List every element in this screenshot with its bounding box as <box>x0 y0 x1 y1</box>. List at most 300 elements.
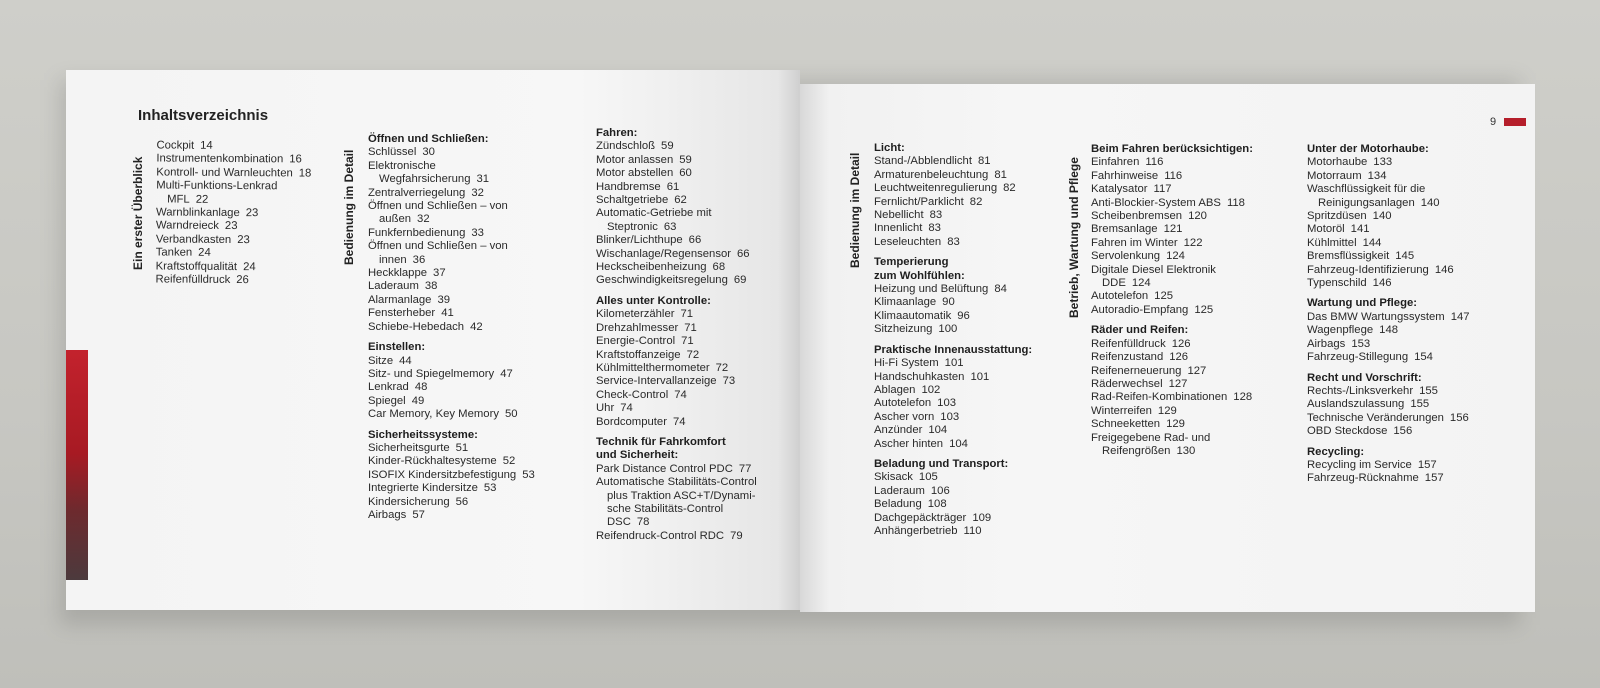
toc-entry <box>156 153 311 167</box>
toc-entry <box>1307 264 1470 277</box>
entry-title: Warndreieck <box>155 219 219 233</box>
toc-entry <box>596 194 757 207</box>
section-heading: Licht: <box>874 142 905 154</box>
entry-page-number: 83 <box>947 235 960 248</box>
toc-entry <box>368 173 535 186</box>
entry-title: Skisack <box>874 471 913 484</box>
entry-page-number: 127 <box>1168 377 1188 390</box>
toc-entry <box>874 222 1032 235</box>
page-marker-tab <box>1504 118 1526 126</box>
entry-page-number: 108 <box>927 498 947 511</box>
entry-title: Schaltgetriebe <box>596 194 669 207</box>
entry-title: Kontroll- und Warnleuchten <box>156 166 293 180</box>
entry-page-number: 30 <box>422 146 435 159</box>
entry-page-number: 154 <box>1414 351 1433 364</box>
toc-entry <box>874 323 1032 336</box>
toc-section <box>874 344 1032 451</box>
entry-title: Airbags <box>1307 337 1346 350</box>
toc-section <box>596 436 757 543</box>
toc-section <box>1307 372 1470 439</box>
entry-title: Einfahren <box>1091 156 1140 169</box>
toc-entry <box>874 525 1032 538</box>
entry-page-number: 49 <box>411 394 425 407</box>
toc-entry <box>156 206 311 220</box>
entry-page-number: 82 <box>969 195 983 208</box>
entry-page-number: 24 <box>243 260 256 273</box>
toc-entry <box>368 213 535 226</box>
toc-entry <box>1307 459 1470 472</box>
entry-page-number: 59 <box>679 153 692 166</box>
entry-page-number: 78 <box>636 516 650 529</box>
entry-page-number: 56 <box>455 495 469 508</box>
entry-page-number: 36 <box>412 253 426 266</box>
toc-section <box>368 341 535 421</box>
toc-entry <box>1091 277 1253 290</box>
entry-title: Motor anlassen <box>596 153 674 166</box>
entry-title: Das BMW Wartungssystem <box>1307 310 1445 323</box>
entry-title: Motorhaube <box>1307 156 1368 169</box>
toc-entry <box>1307 412 1470 425</box>
entry-title: DSC <box>607 516 631 529</box>
entry-page-number: 22 <box>195 193 209 206</box>
entry-title: Cockpit <box>156 139 195 152</box>
toc-entry <box>1307 425 1470 438</box>
toc-entry <box>874 424 1032 437</box>
entry-page-number: 51 <box>455 441 469 454</box>
toc-column <box>1091 143 1253 465</box>
entry-page-number: 24 <box>198 247 211 260</box>
entry-title: plus Traktion ASC+T/Dynami- <box>607 489 756 502</box>
entry-title: Sitz- und Spiegelmemory <box>368 367 495 380</box>
section-heading: Öffnen und Schließen: <box>368 133 489 145</box>
entry-title: Motoröl <box>1307 223 1345 236</box>
entry-title: Blinker/Lichthupe <box>596 234 683 247</box>
entry-page-number: 133 <box>1373 156 1393 169</box>
entry-page-number: 103 <box>937 397 957 410</box>
entry-title: Anti-Blockier-System ABS <box>1091 196 1221 209</box>
entry-page-number: 81 <box>977 155 991 168</box>
toc-entry <box>156 274 311 288</box>
entry-page-number: 57 <box>412 508 425 521</box>
toc-column <box>155 139 311 295</box>
entry-page-number: 126 <box>1169 351 1189 364</box>
entry-title: Service-Intervallanzeige <box>596 375 717 388</box>
toc-entry <box>874 310 1032 323</box>
entry-title: Ablagen <box>874 383 916 396</box>
toc-entry <box>596 221 757 234</box>
toc-entry <box>874 485 1032 498</box>
entry-page-number: 140 <box>1372 210 1392 223</box>
entry-title: Schneeketten <box>1091 418 1161 431</box>
toc-entry <box>1091 237 1253 250</box>
entry-page-number: 77 <box>738 462 752 475</box>
chapter-label-overview: Ein erster Überblick <box>131 156 145 270</box>
entry-title: Kühlmittel <box>1307 236 1357 249</box>
entry-page-number: 157 <box>1424 472 1444 485</box>
entry-title: Wegfahrsicherung <box>379 173 471 186</box>
entry-title: Handschuhkasten <box>874 370 965 383</box>
toc-entry <box>1091 197 1253 210</box>
toc-entry <box>156 233 311 247</box>
entry-title: Beladung <box>874 498 922 511</box>
entry-page-number: 63 <box>663 220 677 233</box>
toc-entry <box>1091 304 1253 317</box>
toc-entry <box>1091 391 1253 404</box>
toc-entry <box>874 283 1032 296</box>
entry-page-number: 53 <box>522 468 535 481</box>
toc-entry <box>156 193 311 207</box>
entry-page-number: 62 <box>674 194 687 207</box>
entry-page-number: 144 <box>1362 236 1382 249</box>
toc-column <box>1307 143 1470 493</box>
entry-page-number: 147 <box>1450 310 1470 323</box>
red-tab-strip <box>66 350 88 580</box>
section-heading: Beim Fahren berücksichtigen: <box>1091 143 1253 155</box>
entry-page-number: 26 <box>236 274 249 287</box>
entry-page-number: 129 <box>1157 404 1177 417</box>
toc-section <box>1091 324 1253 458</box>
toc-entry <box>1091 405 1253 418</box>
toc-entry <box>156 166 311 180</box>
toc-entry <box>874 498 1032 511</box>
toc-section <box>1307 446 1470 486</box>
toc-entry <box>596 416 757 429</box>
toc-entry <box>1307 338 1470 351</box>
entry-title: Motorraum <box>1307 169 1362 182</box>
entry-title: Fahren im Winter <box>1091 236 1178 249</box>
entry-page-number: 157 <box>1417 458 1437 471</box>
toc-entry <box>368 355 535 368</box>
entry-page-number: 116 <box>1145 156 1164 169</box>
toc-entry <box>874 438 1032 451</box>
entry-page-number: 155 <box>1410 398 1430 411</box>
toc-entry <box>596 154 757 167</box>
entry-title: Spiegel <box>368 394 406 407</box>
entry-title: Öffnen und Schließen – von <box>368 240 508 253</box>
entry-page-number: 33 <box>471 226 484 239</box>
toc-entry <box>874 397 1032 410</box>
entry-title: Kraftstoffanzeige <box>596 348 681 361</box>
entry-title: Räderwechsel <box>1091 377 1163 390</box>
entry-title: Ascher hinten <box>874 437 944 450</box>
entry-title: Automatic-Getriebe mit <box>596 207 712 220</box>
chapter-label-maintenance: Betrieb, Wartung und Pflege <box>1067 157 1081 318</box>
entry-title: Spritzdüsen <box>1307 210 1367 223</box>
entry-title: Zentralverriegelung <box>368 186 466 199</box>
toc-entry <box>368 395 535 408</box>
toc-entry <box>596 207 757 220</box>
toc-entry <box>368 267 535 280</box>
toc-entry <box>1307 351 1470 364</box>
toc-entry <box>1307 385 1470 398</box>
entry-title: Sitzheizung <box>874 323 933 336</box>
entry-title: Steptronic <box>607 220 658 233</box>
entry-title: Ascher vorn <box>874 410 935 423</box>
toc-entry <box>1091 156 1253 169</box>
entry-page-number: 141 <box>1350 223 1370 236</box>
entry-title: innen <box>379 253 407 266</box>
toc-entry <box>368 254 535 267</box>
entry-title: Freigegebene Rad- und <box>1091 431 1211 444</box>
entry-title: Uhr <box>596 402 615 415</box>
entry-page-number: 41 <box>441 307 454 320</box>
entry-title: Airbags <box>368 508 407 521</box>
entry-title: Schlüssel <box>368 146 417 159</box>
toc-entry <box>1307 197 1470 210</box>
section-heading: Alles unter Kontrolle: <box>596 294 711 307</box>
entry-page-number: 53 <box>483 482 497 495</box>
entry-page-number: 66 <box>688 234 702 247</box>
entry-title: Check-Control <box>596 388 669 401</box>
entry-title: Scheibenbremsen <box>1091 210 1183 223</box>
entry-title: Typenschild <box>1307 277 1367 290</box>
entry-page-number: 109 <box>972 511 992 524</box>
entry-page-number: 32 <box>471 186 484 199</box>
toc-entry <box>596 335 757 348</box>
toc-entry <box>596 322 757 335</box>
toc-entry <box>1091 338 1253 351</box>
entry-title: Kilometerzähler <box>596 308 675 321</box>
entry-page-number: 101 <box>944 357 964 370</box>
entry-title: OBD Steckdose <box>1307 425 1388 438</box>
chapter-label-operation-right: Bedienung im Detail <box>848 152 862 268</box>
entry-page-number: 31 <box>476 173 490 186</box>
toc-entry <box>1091 365 1253 378</box>
toc-entry <box>1307 237 1470 250</box>
entry-page-number: 153 <box>1351 337 1371 350</box>
toc-entry <box>596 349 757 362</box>
toc-entry <box>1091 290 1253 303</box>
entry-page-number: 83 <box>928 222 941 235</box>
entry-title: Lenkrad <box>368 381 409 394</box>
entry-title: Öffnen und Schließen – von <box>368 200 508 213</box>
entry-page-number: 72 <box>715 361 729 374</box>
entry-title: Fahrhinweise <box>1091 169 1159 182</box>
entry-title: Reinigungsanlagen <box>1318 196 1415 209</box>
entry-title: Digitale Diesel Elektronik <box>1091 263 1216 276</box>
toc-entry <box>596 516 757 529</box>
toc-entry <box>156 220 311 234</box>
entry-page-number: 146 <box>1372 277 1392 290</box>
entry-page-number: 50 <box>504 408 518 421</box>
toc-entry <box>874 512 1032 525</box>
entry-title: Automatische Stabilitäts-Control <box>596 476 757 489</box>
toc-entry <box>368 408 535 421</box>
toc-entry <box>368 146 535 159</box>
toc-entry <box>874 169 1032 182</box>
section-heading: Einstellen: <box>368 341 426 354</box>
entry-title: Funkfernbedienung <box>368 226 466 239</box>
section-heading: Recht und Vorschrift: <box>1307 371 1422 384</box>
entry-page-number: 69 <box>733 274 747 287</box>
toc-entry <box>874 357 1032 370</box>
entry-page-number: 23 <box>224 220 238 233</box>
entry-title: Drehzahlmesser <box>596 321 679 334</box>
toc-entry <box>596 490 757 503</box>
toc-entry <box>1307 398 1470 411</box>
section-heading: Recycling: <box>1307 445 1365 458</box>
entry-title: Heizung und Belüftung <box>874 283 989 296</box>
page-number: 9 <box>1490 116 1497 128</box>
toc-entry <box>596 181 757 194</box>
toc-entry <box>1091 223 1253 236</box>
toc-section <box>1307 143 1470 290</box>
entry-title: Bordcomputer <box>596 415 667 428</box>
section-heading: Unter der Motorhaube: <box>1307 143 1429 155</box>
entry-title: Laderaum <box>368 280 419 293</box>
entry-page-number: 128 <box>1233 391 1253 404</box>
entry-title: Alarmanlage <box>368 293 432 306</box>
section-heading: Beladung und Transport: <box>874 457 1009 470</box>
entry-title: Sicherheitsgurte <box>368 441 450 454</box>
entry-page-number: 110 <box>963 524 982 537</box>
entry-title: Nebellicht <box>874 209 924 222</box>
entry-title: Park Distance Control PDC <box>596 462 733 475</box>
toc-entry <box>596 362 757 375</box>
toc-entry <box>1091 170 1253 183</box>
entry-page-number: 71 <box>680 308 694 321</box>
entry-title: Armaturenbeleuchtung <box>874 168 989 181</box>
toc-entry <box>368 482 535 495</box>
entry-title: Laderaum <box>874 484 925 497</box>
entry-title: Fahrzeug-Rücknahme <box>1307 472 1419 485</box>
entry-page-number: 81 <box>994 168 1007 181</box>
entry-page-number: 47 <box>500 367 513 380</box>
entry-title: Bremsflüssigkeit <box>1307 250 1390 263</box>
entry-title: Reifengrößen <box>1102 444 1171 457</box>
toc-entry <box>874 411 1032 424</box>
toc-entry <box>156 247 311 261</box>
entry-page-number: 71 <box>684 321 697 334</box>
entry-page-number: 104 <box>928 424 948 437</box>
toc-entry <box>874 182 1032 195</box>
toc-entry <box>1307 324 1470 337</box>
entry-page-number: 105 <box>918 471 938 484</box>
entry-page-number: 102 <box>921 383 941 396</box>
entry-title: Reifenfülldruck <box>1091 337 1166 350</box>
entry-title: Servolenkung <box>1091 250 1161 263</box>
entry-title: Katalysator <box>1091 183 1148 196</box>
entry-title: Fahrzeug-Stillegung <box>1307 351 1409 364</box>
entry-title: Heckklappe <box>368 267 428 280</box>
entry-page-number: 148 <box>1379 324 1399 337</box>
toc-entry <box>596 375 757 388</box>
section-heading: Wartung und Pflege: <box>1307 297 1418 310</box>
entry-title: Reifenzustand <box>1091 351 1164 364</box>
entry-page-number: 37 <box>433 267 446 280</box>
toc-entry <box>874 471 1032 484</box>
entry-page-number: 134 <box>1367 169 1387 182</box>
toc-entry <box>156 139 311 153</box>
entry-title: Autotelefon <box>874 397 932 410</box>
entry-title: Technische Veränderungen <box>1307 411 1444 424</box>
toc-entry <box>1091 418 1253 431</box>
toc-entry <box>1091 264 1253 277</box>
entry-page-number: 23 <box>245 207 259 220</box>
toc-section <box>596 295 757 429</box>
toc-entry <box>156 180 311 194</box>
toc-entry <box>874 371 1032 384</box>
entry-title: Fernlicht/Parklicht <box>874 195 964 208</box>
entry-page-number: 74 <box>672 415 686 428</box>
entry-page-number: 68 <box>712 261 726 274</box>
section-heading: Räder und Reifen: <box>1091 324 1189 337</box>
toc-section <box>156 139 312 288</box>
entry-page-number: 118 <box>1226 196 1245 209</box>
toc-entry <box>1091 183 1253 196</box>
entry-page-number: 146 <box>1434 263 1454 276</box>
entry-page-number: 72 <box>686 348 700 361</box>
entry-page-number: 101 <box>970 370 990 383</box>
entry-title: Rechts-/Linksverkehr <box>1307 384 1414 397</box>
entry-title: Anzünder <box>874 424 923 437</box>
entry-title: Integrierte Kindersitze <box>368 482 478 495</box>
toc-entry <box>368 294 535 307</box>
toc-entry <box>368 280 535 293</box>
toc-entry <box>156 260 311 274</box>
entry-title: Instrumentenkombination <box>156 152 284 166</box>
toc-entry <box>874 236 1032 249</box>
entry-title: Winterreifen <box>1091 404 1152 417</box>
toc-entry <box>368 187 535 200</box>
toc-entry <box>1091 250 1253 263</box>
entry-title: Kühlmittelthermometer <box>596 361 710 374</box>
entry-title: Stand-/Abblendlicht <box>874 155 972 168</box>
entry-page-number: 44 <box>399 354 412 367</box>
toc-entry <box>368 469 535 482</box>
entry-title: DDE <box>1102 277 1126 290</box>
toc-entry <box>368 321 535 334</box>
section-heading: Praktische Innenausstattung: <box>874 343 1033 356</box>
entry-page-number: 125 <box>1154 290 1174 303</box>
entry-page-number: 103 <box>940 410 960 423</box>
toc-section <box>1307 297 1470 364</box>
entry-page-number: 116 <box>1164 169 1183 182</box>
toc-entry <box>596 389 757 402</box>
toc-entry <box>596 234 757 247</box>
entry-title: Recycling im Service <box>1307 458 1412 471</box>
entry-title: Tanken <box>155 246 193 259</box>
toc-entry <box>874 384 1032 397</box>
section-heading: zum Wohlfühlen: <box>874 269 965 282</box>
entry-page-number: 129 <box>1166 418 1185 431</box>
toc-entry <box>596 463 757 476</box>
entry-title: Kraftstoffqualität <box>155 260 238 273</box>
entry-title: Dachgepäckträger <box>874 511 967 524</box>
toc-entry <box>1091 432 1253 445</box>
entry-title: Leseleuchten <box>874 235 942 248</box>
toc-entry <box>1307 156 1470 169</box>
toc-entry <box>368 442 535 455</box>
section-heading: Temperierung <box>874 256 949 269</box>
entry-page-number: 104 <box>949 437 968 450</box>
entry-title: Geschwindigkeitsregelung <box>596 274 728 287</box>
entry-title: sche Stabilitäts-Control <box>607 502 724 515</box>
toc-entry <box>874 296 1032 309</box>
toc-entry <box>1307 210 1470 223</box>
entry-title: Reifendruck-Control RDC <box>596 529 725 542</box>
toc-entry <box>596 503 757 516</box>
entry-title: Klimaautomatik <box>874 309 952 322</box>
entry-page-number: 23 <box>237 233 250 246</box>
toc-entry <box>874 155 1032 168</box>
toc-entry <box>596 308 757 321</box>
entry-title: Kinder-Rückhaltesysteme <box>368 455 497 468</box>
entry-title: Warnblinkanlage <box>155 206 240 220</box>
toc-entry <box>1307 277 1470 290</box>
toc-entry <box>596 261 757 274</box>
toc-column <box>874 142 1032 545</box>
